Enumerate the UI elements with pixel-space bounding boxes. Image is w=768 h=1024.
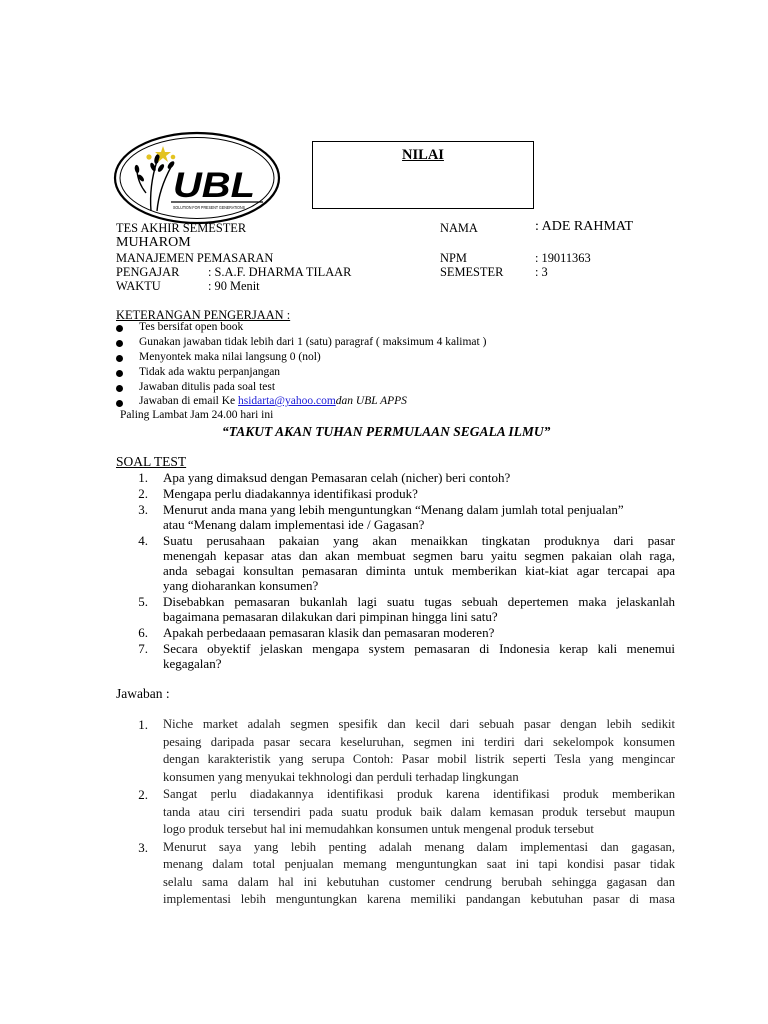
soal-line: atau “Menang dalam implementasi ide / Gagasan? <box>163 517 425 532</box>
npm-value: : 19011363 <box>535 251 591 265</box>
nilai-title: NILAI <box>402 147 444 163</box>
jawaban-line: menang dalam total penjualan memang menguntungkan saat ini tapi kondisi pasar tidak <box>163 857 675 871</box>
email-link[interactable]: hsidarta@yahoo.com <box>238 395 336 407</box>
jawaban-line: Niche market adalah segmen spesifik dan kecil dari sebuah pasar dengan lebih sedikit <box>163 717 675 731</box>
npm-label: NPM <box>440 251 467 265</box>
bullet-icon <box>116 355 123 362</box>
ubl-logo <box>113 131 281 225</box>
jawaban-line: Sangat perlu diadakannya identifikasi produk karena identifikasi produk memberikan <box>163 787 675 801</box>
bullet-icon <box>116 340 123 347</box>
soal-line: Disebabkan pemasaran bukanlah lagi suatu tugas sebuah depertemen maka jelaskanlah <box>163 594 675 609</box>
email-suffix: dan UBL APPS <box>335 395 407 407</box>
jawaban-line: Menurut saya yang lebih penting adalah menang dalam implementasi dan gagasan, <box>163 840 675 854</box>
soal-line: Apa yang dimaksud dengan Pemasaran celah (nicher) beri contoh? <box>163 470 511 485</box>
keterangan-item: Menyontek maka nilai langsung 0 (nol) <box>139 351 321 363</box>
nilai-box <box>312 141 534 209</box>
jawaban-title: Jawaban : <box>116 686 170 701</box>
semester-label: SEMESTER <box>440 265 504 279</box>
soal-line: bagaimana pemasaran dilakukan dari pimpinan hingga lini satu? <box>163 609 498 624</box>
jawaban-line: pesaing daripada pasar secara keseluruhan, segmen ini terdiri dari sekelompok konsumen <box>163 735 675 749</box>
bullet-icon <box>116 385 123 392</box>
keterangan-item: Tidak ada waktu perpanjangan <box>139 366 281 378</box>
bullet-icon <box>116 370 123 377</box>
soal-line: menengah kepasar atas dan akan membuat segmen baru yaitu segmen pakaian olah raga, <box>163 548 675 563</box>
nama-continuation: MUHAROM <box>116 235 191 250</box>
keterangan-item: Tes bersifat open book <box>139 321 244 333</box>
bullet-icon <box>116 400 123 407</box>
keterangan-title: KETERANGAN PENGERJAAN : <box>116 308 291 322</box>
soal-number: 3. <box>138 502 148 517</box>
soal-line: Suatu perusahaan pakaian yang akan menaikkan tingkatan produknya dari pasar <box>163 533 675 548</box>
course-name: MANAJEMEN PEMASARAN <box>116 251 274 265</box>
email-prefix: Jawaban di email Ke <box>139 395 238 407</box>
jawaban-line: tanda atau ciri tersendiri pada suatu produk baik dalam kemasan produk tersebut maupun <box>163 805 675 819</box>
pengajar-label: PENGAJAR <box>116 265 180 279</box>
semester-value: : 3 <box>535 265 548 279</box>
motto: “TAKUT AKAN TUHAN PERMULAAN SEGALA ILMU” <box>222 424 551 439</box>
soal-line: Mengapa perlu diadakannya identifikasi produk? <box>163 486 418 501</box>
soal-line: kegagalan? <box>163 656 222 671</box>
soal-number: 7. <box>138 641 148 656</box>
logo-text: UBL <box>173 166 255 205</box>
jawaban-line: selalu sama dalam hal ini kebutuhan customer cendrung berubah sehingga gagasan dan <box>163 875 675 889</box>
keterangan-item: Jawaban ditulis pada soal test <box>139 381 276 393</box>
soal-title: SOAL TEST <box>116 454 187 469</box>
jawaban-number: 3. <box>138 840 148 855</box>
jawaban-number: 1. <box>138 717 148 732</box>
soal-line: Apakah perbedaaan pemasaran klasik dan pemasaran moderen? <box>163 625 495 640</box>
logo-tagline: SOLUTION FOR PRESENT GENERATIONS <box>173 205 246 210</box>
nama-value: : ADE RAHMAT <box>535 219 634 234</box>
jawaban-line: implementasi lebih menguntungkan karena memiliki pandangan kebutuhan pasar di masa <box>163 892 675 906</box>
nama-label: NAMA <box>440 221 478 235</box>
soal-number: 4. <box>138 533 148 548</box>
soal-line: Secara obyektif jelaskan mengapa system pemasaran di Indonesia kerap kali menemui <box>163 641 675 656</box>
pengajar-value: : S.A.F. DHARMA TILAAR <box>208 265 352 279</box>
jawaban-line: logo produk tersebut hal ini memudahkan konsumen untuk mengenal produk tersebut <box>163 822 594 836</box>
soal-line: anda sebagai konsultan pemasaran diminta untuk memberikan kiat-kiat agar tercapai apa <box>163 563 675 578</box>
bullet-icon <box>116 325 123 332</box>
waktu-value: : 90 Menit <box>208 279 260 293</box>
soal-number: 6. <box>138 625 148 640</box>
exam-title: TES AKHIR SEMESTER <box>116 221 247 235</box>
soal-number: 5. <box>138 594 148 609</box>
soal-line: yang dioharankan konsumen? <box>163 578 319 593</box>
soal-number: 2. <box>138 486 148 501</box>
keterangan-item: Gunakan jawaban tidak lebih dari 1 (satu) paragraf ( maksimum 4 kalimat ) <box>139 336 487 348</box>
soal-number: 1. <box>138 470 148 485</box>
jawaban-line: konsumen yang menyukai tekhnologi dan perduli terhadap lingkungan <box>163 770 519 784</box>
soal-line: Menurut anda mana yang lebih menguntungkan “Menang dalam jumlah total penjualan” <box>163 502 624 517</box>
deadline-text: Paling Lambat Jam 24.00 hari ini <box>120 409 274 421</box>
keterangan-item-email <box>139 395 407 407</box>
waktu-label: WAKTU <box>116 279 161 293</box>
jawaban-number: 2. <box>138 787 148 802</box>
jawaban-line: dengan karakteristik yang serupa Contoh: Pasar mobil listrik seperti Tesla yang mengincar <box>163 752 675 766</box>
